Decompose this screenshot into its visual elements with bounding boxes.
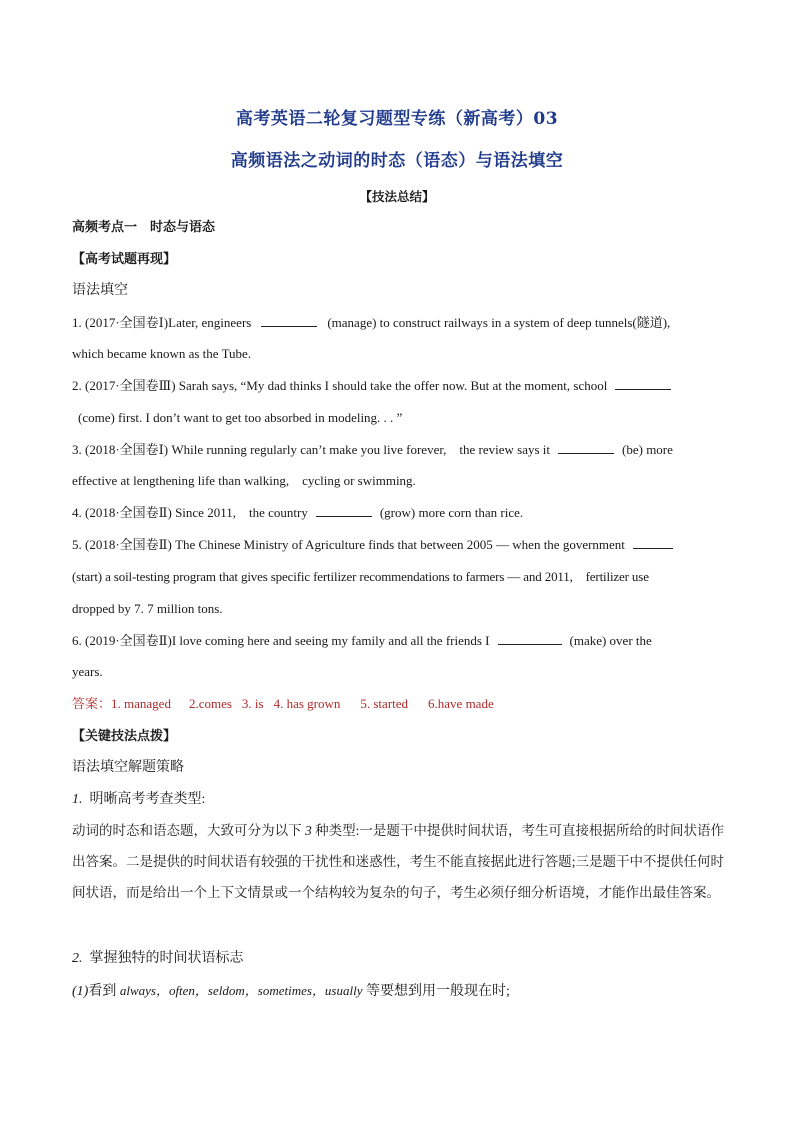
question-6-line-2: years. [72, 664, 103, 679]
answer-item: 6.have made [428, 696, 494, 711]
answer-item: 5. started [360, 696, 409, 711]
question-6-line-1 [72, 632, 724, 650]
exercise-type: 语法填空 [72, 283, 128, 298]
answer-blank[interactable] [615, 377, 671, 390]
paragraph-text: 动词的时态和语态题，大致可分为以下 [72, 823, 302, 838]
strategy-paragraph [72, 815, 724, 908]
answer-item: 3. is [241, 696, 264, 711]
question-text: 6. (2019·全国卷Ⅱ)I love coming here and seeing my family and all the friends I [72, 633, 490, 648]
question-text: 4. (2018·全国卷Ⅱ) Since 2011, the country [72, 505, 308, 520]
question-text: (grow) more corn than rice. [379, 505, 524, 520]
point-1 [72, 791, 724, 809]
subsection-heading: 【高考试题再现】 [72, 251, 177, 266]
point-2-item-1 [72, 982, 724, 1001]
section-label: 【技法总结】 [359, 190, 435, 204]
point-text: 明晰高考考查类型: [89, 792, 206, 807]
question-5-line-2: (start) a soil-testing program that gives specific fertilizer recommendations to farmers — and 2011, fertilizer use [72, 569, 649, 584]
answer-blank[interactable] [316, 504, 372, 517]
question-text: (manage) to construct railways in a system of deep tunnels(隧道), [327, 315, 671, 330]
answer-label: 答案： [72, 696, 112, 711]
answer-blank[interactable] [558, 441, 614, 454]
point-number: 2. [72, 951, 83, 966]
item-text: 等要想到用一般现在时; [365, 984, 510, 999]
point-2 [72, 950, 724, 968]
question-text: 3. (2018·全国卷Ⅰ) While running regularly can’t make you live forever, the review says it [72, 442, 551, 457]
strategy-title: 语法填空解题策略 [72, 760, 184, 775]
answer-item: 2.comes [188, 696, 232, 711]
question-2-line-2: (come) first. I don’t want to get too absorbed in modeling. . . ” [78, 410, 403, 425]
answer-blank[interactable] [261, 314, 317, 327]
question-3-line-1 [72, 441, 724, 459]
question-1-line-2: which became known as the Tube. [72, 346, 252, 361]
question-5-line-3: dropped by 7. 7 million tons. [72, 601, 223, 616]
point-number: 1. [72, 792, 83, 807]
question-4 [72, 504, 724, 522]
answer-item: 4. has grown [273, 696, 341, 711]
point-text: 掌握独特的时间状语标志 [89, 951, 244, 966]
answer-blank[interactable] [498, 632, 562, 645]
document-title: 高考英语二轮复习题型专练（新高考）03 [235, 109, 559, 129]
question-5-line-1 [72, 536, 724, 554]
question-text: 2. (2017·全国卷Ⅲ) Sarah says, “My dad thinks I should take the offer now. But at the moment, school [72, 378, 608, 393]
question-2-line-1 [72, 377, 724, 395]
section-heading: 高频考点一 时态与语态 [72, 219, 216, 234]
section-2-heading: 【关键技法点拨】 [72, 728, 177, 743]
question-text: (make) over the [569, 633, 652, 648]
question-text: 1. (2017·全国卷Ⅰ)Later, engineers [72, 315, 252, 330]
question-3-line-2: effective at lengthening life than walking, cycling or swimming. [72, 473, 416, 488]
item-keywords: always，often，seldom，sometimes，usually [119, 983, 363, 998]
answer-key [72, 695, 724, 713]
paragraph-text: 种类型:一是题干中提供时间状语，考生可直接根据所给的时间状语作出答案。二是提供的时间状语有较强的干扰性和迷惑性，考生不能直接据此进行答题;三是题干中不提供任何时间状语，而是给出一个上下文情景或一个结构较为复杂的句子，考生必须仔细分析语境，才能作出最佳答案。 [72, 823, 725, 900]
question-1-line-1 [72, 314, 724, 332]
answer-blank[interactable] [633, 536, 673, 549]
item-number: (1) [72, 984, 89, 999]
paragraph-number: 3 [304, 823, 312, 838]
question-text: (be) more [622, 442, 673, 457]
answer-item: 1. managed [111, 696, 171, 711]
question-text: 5. (2018·全国卷Ⅱ) The Chinese Ministry of Agriculture finds that between 2005 — when the government [72, 537, 625, 552]
item-text: 看到 [88, 984, 117, 999]
document-subtitle: 高频语法之动词的时态（语态）与语法填空 [230, 151, 564, 171]
